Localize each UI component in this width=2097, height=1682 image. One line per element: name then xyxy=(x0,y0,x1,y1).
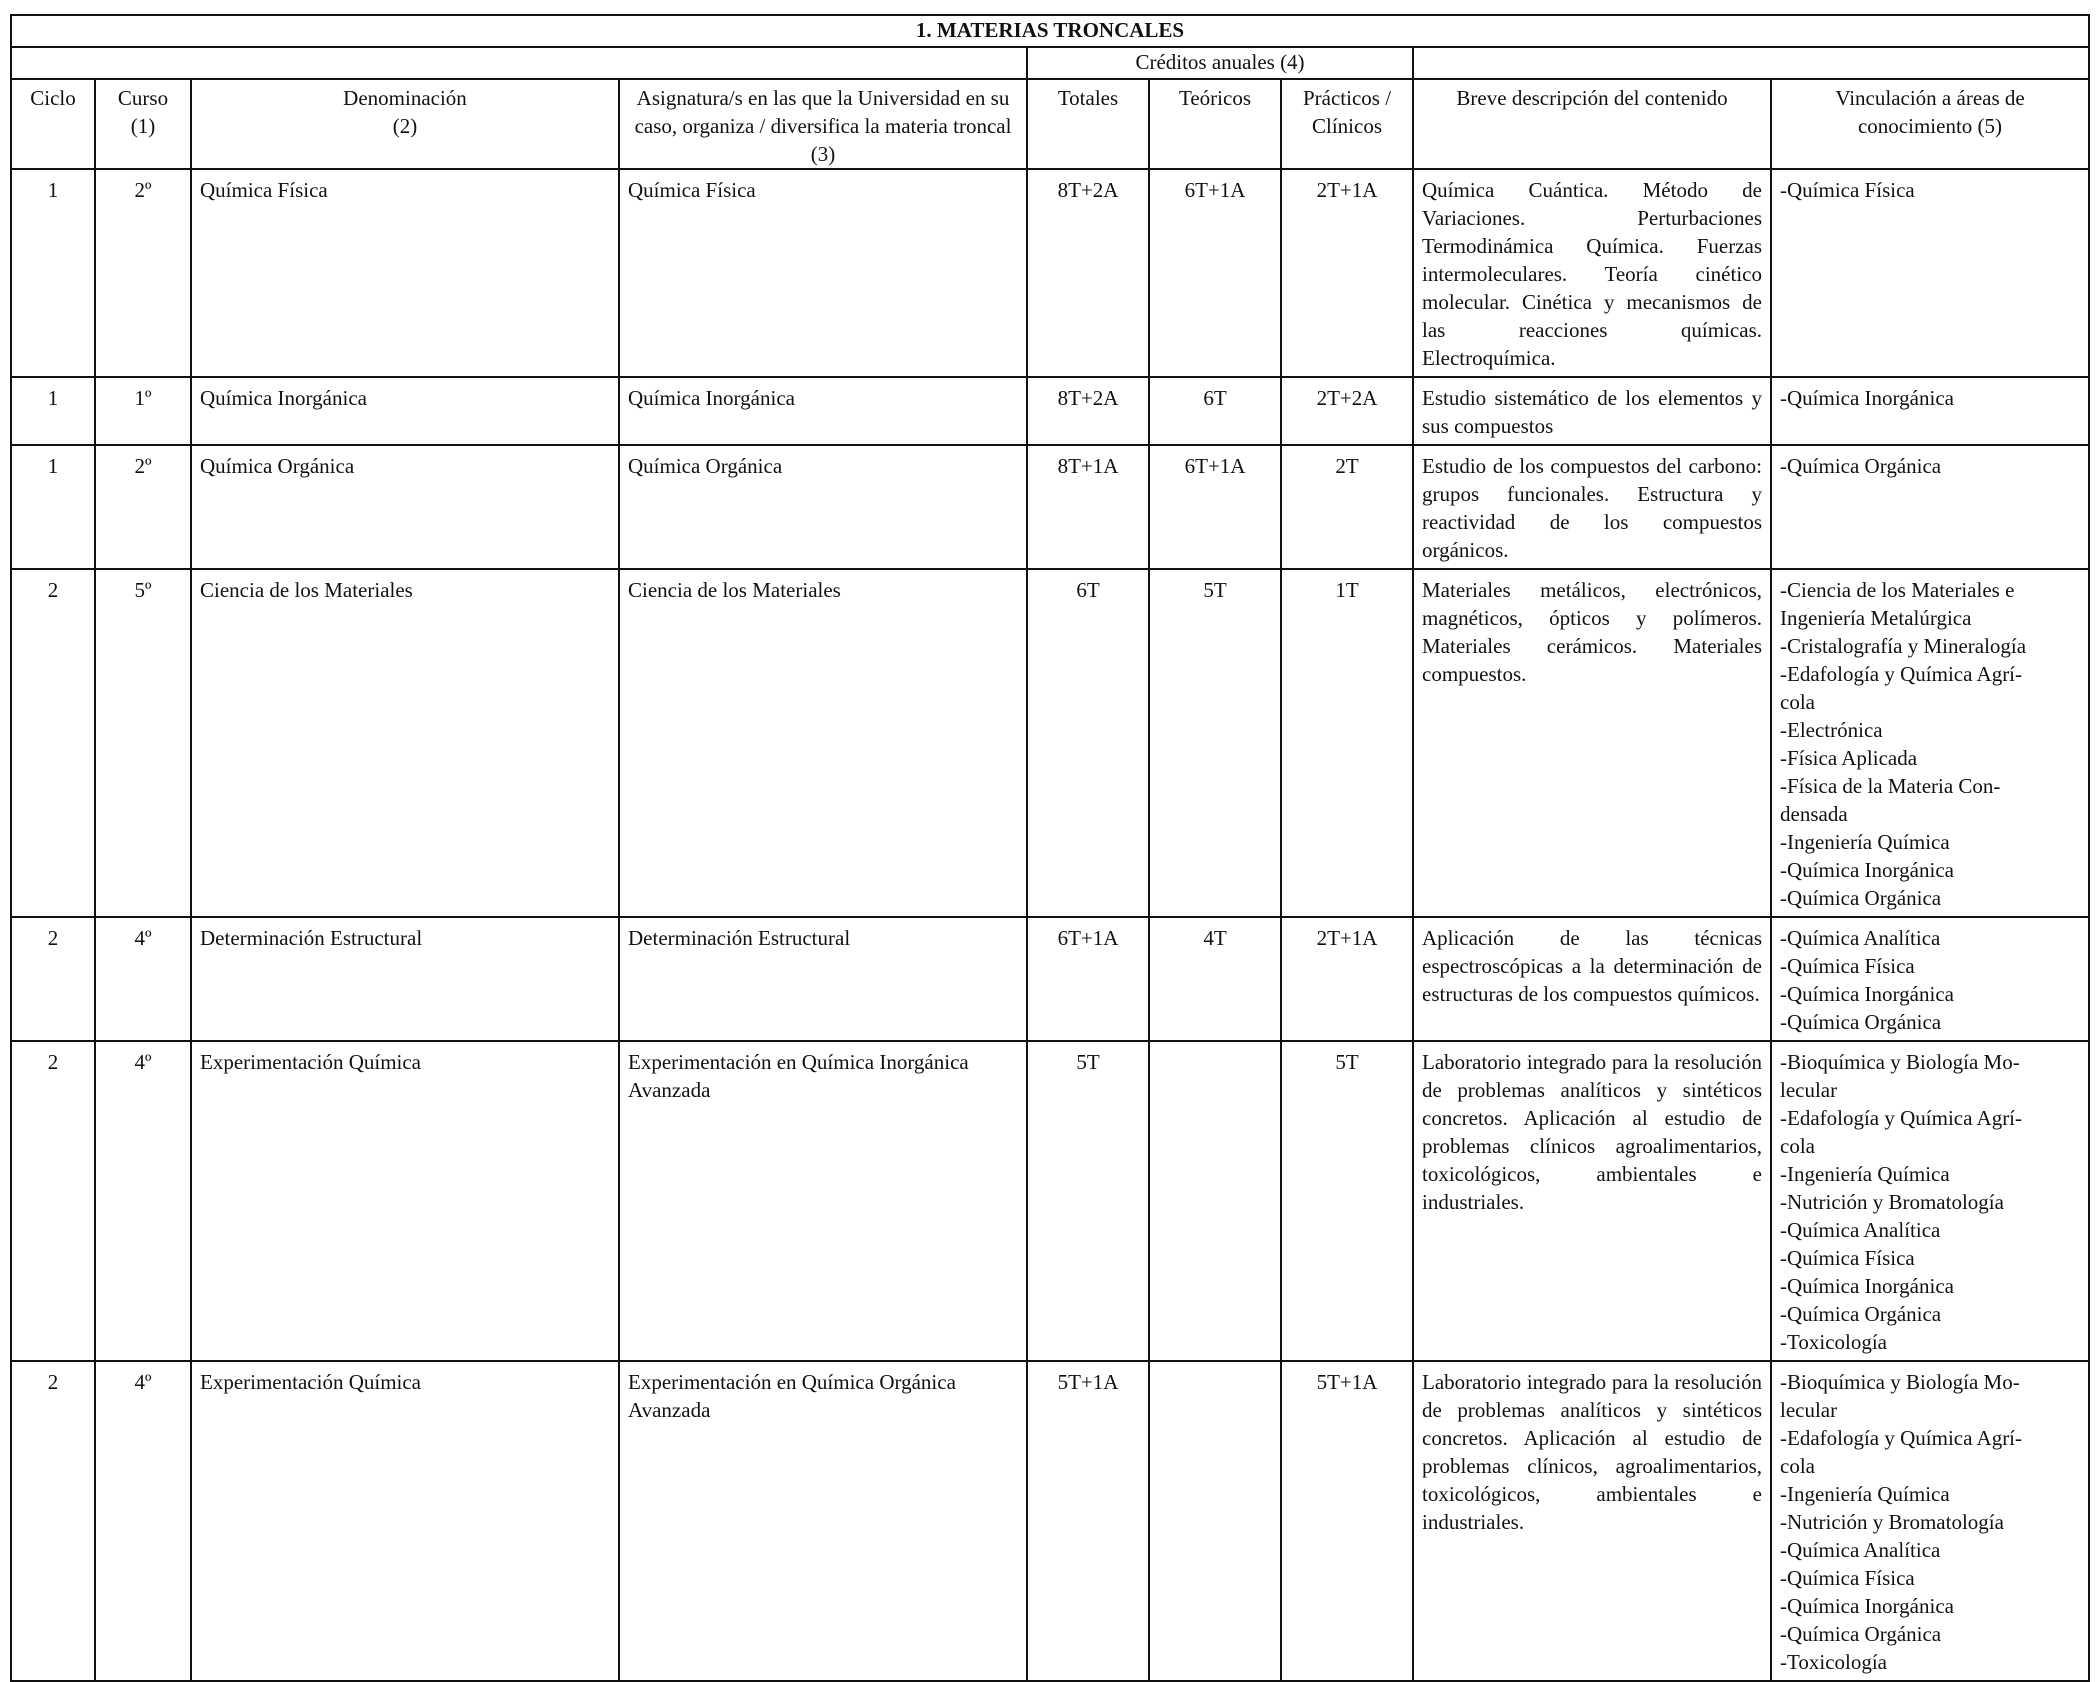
cell-asignatura: Química Física xyxy=(619,169,1027,377)
cell-denominacion: Experimentación Química xyxy=(191,1361,619,1681)
area-item: -Electrónica xyxy=(1780,718,1883,742)
cell-areas xyxy=(1771,917,2089,1041)
area-item: -Nutrición y Bromatología xyxy=(1780,1190,2004,1214)
cell-totales: 8T+2A xyxy=(1027,169,1149,377)
area-item: -Química Analítica xyxy=(1780,926,1941,950)
area-item: -Química Física xyxy=(1780,954,1915,978)
area-item: densada xyxy=(1780,802,1848,826)
cell-ciclo: 2 xyxy=(11,917,95,1041)
cell-asignatura: Química Orgánica xyxy=(619,445,1027,569)
area-item: -Química Analítica xyxy=(1780,1538,1941,1562)
area-item: -Edafología y Química Agrí- xyxy=(1780,662,2023,686)
cell-teoricos: 5T xyxy=(1149,569,1281,917)
area-item: cola xyxy=(1780,1134,1815,1158)
area-item: Ingeniería Metalúrgica xyxy=(1780,606,1972,630)
cell-descripcion: Química Cuántica. Método de Variaciones. Perturbaciones Termodinámica Química. Fuerzas intermoleculares. Teoría cinético molecular. Cinética y mecanismos de las reacciones químicas. Electroquímica. xyxy=(1413,169,1771,377)
cell-teoricos: 6T+1A xyxy=(1149,445,1281,569)
area-item: -Química Inorgánica xyxy=(1780,858,1954,882)
cell-denominacion: Determinación Estructural xyxy=(191,917,619,1041)
materias-troncales-sheet xyxy=(10,14,2088,1682)
cell-areas xyxy=(1771,445,2089,569)
cell-asignatura: Experimentación en Química Orgánica Avanzada xyxy=(619,1361,1027,1681)
header-denominacion: Denominación (2) xyxy=(191,79,619,169)
cell-totales: 6T xyxy=(1027,569,1149,917)
cell-asignatura: Determinación Estructural xyxy=(619,917,1027,1041)
cell-curso: 5º xyxy=(95,569,191,917)
header-teoricos: Teóricos xyxy=(1149,79,1281,169)
area-item: -Química Inorgánica xyxy=(1780,1274,1954,1298)
area-item: -Química Inorgánica xyxy=(1780,386,1954,410)
area-item: -Química Orgánica xyxy=(1780,1622,1942,1646)
spacer-cell xyxy=(1413,47,2089,79)
cell-ciclo: 1 xyxy=(11,377,95,445)
header-curso: Curso (1) xyxy=(95,79,191,169)
area-item: -Química Inorgánica xyxy=(1780,1594,1954,1618)
cell-practicos: 2T+1A xyxy=(1281,169,1413,377)
cell-totales: 8T+1A xyxy=(1027,445,1149,569)
cell-denominacion: Experimentación Química xyxy=(191,1041,619,1361)
header-vinculacion: Vinculación a áreas de conocimiento (5) xyxy=(1771,79,2089,169)
cell-teoricos: 6T xyxy=(1149,377,1281,445)
cell-denominacion: Química Inorgánica xyxy=(191,377,619,445)
area-item: -Química Física xyxy=(1780,1566,1915,1590)
spacer-cell xyxy=(11,47,1027,79)
cell-areas xyxy=(1771,569,2089,917)
cell-ciclo: 2 xyxy=(11,1361,95,1681)
area-item: -Toxicología xyxy=(1780,1650,1887,1674)
area-item: -Ingeniería Química xyxy=(1780,1482,1950,1506)
cell-denominacion: Química Física xyxy=(191,169,619,377)
table-row xyxy=(11,169,2089,377)
cell-curso: 4º xyxy=(95,1041,191,1361)
area-item: -Toxicología xyxy=(1780,1330,1887,1354)
cell-teoricos xyxy=(1149,1041,1281,1361)
cell-totales: 5T+1A xyxy=(1027,1361,1149,1681)
header-descripcion: Breve descripción del contenido xyxy=(1413,79,1771,169)
cell-teoricos xyxy=(1149,1361,1281,1681)
table-row xyxy=(11,445,2089,569)
cell-totales: 6T+1A xyxy=(1027,917,1149,1041)
cell-totales: 5T xyxy=(1027,1041,1149,1361)
area-item: -Química Física xyxy=(1780,178,1915,202)
area-item: -Física Aplicada xyxy=(1780,746,1918,770)
cell-denominacion: Química Orgánica xyxy=(191,445,619,569)
area-item: -Química Inorgánica xyxy=(1780,982,1954,1006)
cell-descripcion: Materiales metálicos, electrónicos, magnéticos, ópticos y polímeros. Materiales cerámicos. Materiales compuestos. xyxy=(1413,569,1771,917)
cell-areas xyxy=(1771,377,2089,445)
cell-ciclo: 2 xyxy=(11,1041,95,1361)
area-item: -Química Orgánica xyxy=(1780,886,1942,910)
cell-ciclo: 1 xyxy=(11,169,95,377)
cell-ciclo: 2 xyxy=(11,569,95,917)
area-item: -Ingeniería Química xyxy=(1780,830,1950,854)
cell-practicos: 2T xyxy=(1281,445,1413,569)
cell-curso: 2º xyxy=(95,169,191,377)
cell-asignatura: Experimentación en Química Inorgánica Avanzada xyxy=(619,1041,1027,1361)
cell-practicos: 1T xyxy=(1281,569,1413,917)
area-item: lecular xyxy=(1780,1078,1838,1102)
cell-denominacion: Ciencia de los Materiales xyxy=(191,569,619,917)
area-item: -Cristalografía y Mineralogía xyxy=(1780,634,2027,658)
area-item: -Química Orgánica xyxy=(1780,1302,1942,1326)
cell-descripcion: Estudio de los compuestos del carbono: grupos funcionales. Estructura y reactividad de los compuestos orgánicos. xyxy=(1413,445,1771,569)
materias-table xyxy=(10,14,2090,1682)
header-practicos: Prácticos / Clínicos xyxy=(1281,79,1413,169)
area-item: lecular xyxy=(1780,1398,1838,1422)
cell-curso: 1º xyxy=(95,377,191,445)
area-item: -Bioquímica y Biología Mo- xyxy=(1780,1050,2020,1074)
area-item: -Química Analítica xyxy=(1780,1218,1941,1242)
cell-practicos: 5T+1A xyxy=(1281,1361,1413,1681)
credits-group-header: Créditos anuales (4) xyxy=(1027,47,1413,79)
area-item: -Química Física xyxy=(1780,1246,1915,1270)
cell-curso: 2º xyxy=(95,445,191,569)
area-item: -Física de la Materia Con- xyxy=(1780,774,2001,798)
table-body xyxy=(11,169,2089,1681)
cell-curso: 4º xyxy=(95,1361,191,1681)
table-title: 1. MATERIAS TRONCALES xyxy=(11,15,2089,47)
area-item: -Química Orgánica xyxy=(1780,1010,1942,1034)
area-item: -Ciencia de los Materiales e xyxy=(1780,578,2015,602)
table-row xyxy=(11,377,2089,445)
table-row xyxy=(11,1361,2089,1681)
area-item: cola xyxy=(1780,690,1815,714)
cell-descripcion: Laboratorio integrado para la resolución de problemas analíticos y sintéticos concretos. Aplicación al estudio de problemas clínicos agroalimentarios, toxicológicos, ambientales e industriales. xyxy=(1413,1041,1771,1361)
area-item: -Nutrición y Bromatología xyxy=(1780,1510,2004,1534)
cell-practicos: 2T+1A xyxy=(1281,917,1413,1041)
cell-practicos: 2T+2A xyxy=(1281,377,1413,445)
cell-areas xyxy=(1771,1041,2089,1361)
cell-descripcion: Estudio sistemático de los elementos y sus compuestos xyxy=(1413,377,1771,445)
cell-curso: 4º xyxy=(95,917,191,1041)
area-item: -Bioquímica y Biología Mo- xyxy=(1780,1370,2020,1394)
cell-ciclo: 1 xyxy=(11,445,95,569)
cell-teoricos: 6T+1A xyxy=(1149,169,1281,377)
cell-descripcion: Laboratorio integrado para la resolución de problemas analíticos y sintéticos concretos. Aplicación al estudio de problemas clínicos, agroalimentarios, toxicológicos, ambientales e industriales. xyxy=(1413,1361,1771,1681)
cell-teoricos: 4T xyxy=(1149,917,1281,1041)
cell-asignatura: Química Inorgánica xyxy=(619,377,1027,445)
area-item: -Química Orgánica xyxy=(1780,454,1942,478)
header-totales: Totales xyxy=(1027,79,1149,169)
cell-descripcion: Aplicación de las técnicas espectroscópicas a la determinación de estructuras de los compuestos químicos. xyxy=(1413,917,1771,1041)
cell-practicos: 5T xyxy=(1281,1041,1413,1361)
table-row xyxy=(11,917,2089,1041)
area-item: cola xyxy=(1780,1454,1815,1478)
cell-asignatura: Ciencia de los Materiales xyxy=(619,569,1027,917)
cell-totales: 8T+2A xyxy=(1027,377,1149,445)
table-row xyxy=(11,1041,2089,1361)
area-item: -Ingeniería Química xyxy=(1780,1162,1950,1186)
cell-areas xyxy=(1771,1361,2089,1681)
area-item: -Edafología y Química Agrí- xyxy=(1780,1106,2023,1130)
table-row xyxy=(11,569,2089,917)
header-ciclo: Ciclo xyxy=(11,79,95,169)
header-asignatura: Asignatura/s en las que la Universidad en su caso, organiza / diversifica la materia troncal (3) xyxy=(619,79,1027,169)
cell-areas xyxy=(1771,169,2089,377)
area-item: -Edafología y Química Agrí- xyxy=(1780,1426,2023,1450)
